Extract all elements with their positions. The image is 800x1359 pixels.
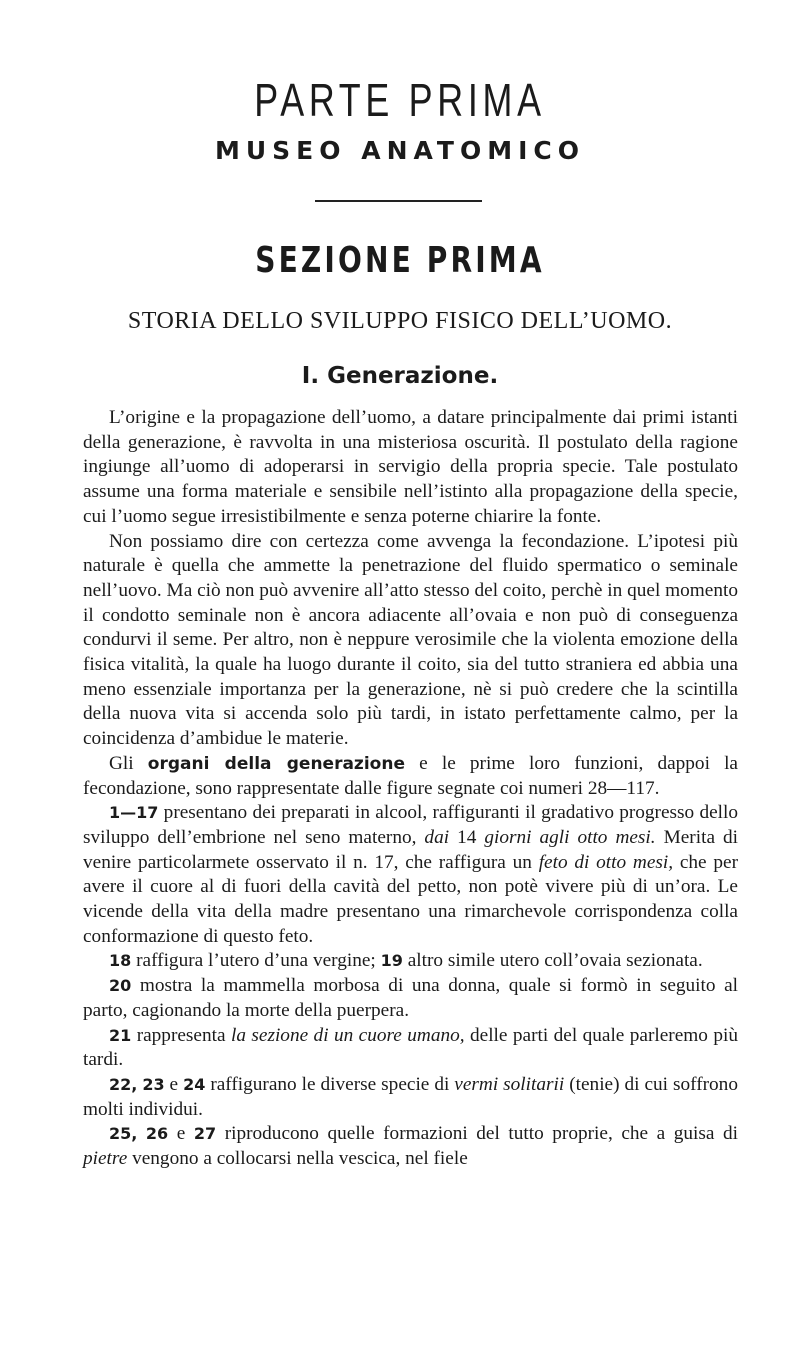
text-span: altro simile utero coll’ovaia sezionata. — [407, 950, 703, 972]
italic-span: pietre — [83, 1148, 128, 1170]
paragraph: L’origine e la propagazione dell’uomo, a datare principalmente dai primi istanti della generazione, è ravvolta in una misteriosa oscurità. Il postulato della ragione ingiunge all’uomo di adoperarsi in servigio della propria specie. Tale postulato assume una forma materiale e sensibile nell’istinto alla propagazione della specie, cui l’uomo segue irresistibilmente e senza poterne chiarire la fonte. — [83, 407, 738, 527]
text-span: Gli — [109, 752, 134, 774]
text-span: e — [176, 1123, 186, 1145]
text-span: delle parti del quale parleremo più tardi. — [83, 1024, 738, 1071]
figure-number: 26 — [145, 1124, 169, 1144]
italic-span: feto di otto mesi, — [538, 851, 674, 873]
figure-number: 25, — [109, 1124, 138, 1144]
figure-number: 27 — [193, 1124, 217, 1144]
text-span: che per avere il cuore al di fuori della cavità del petto, non potè vivere più di un’ora. Le vicende della vita della madre presentano una rimarchevole corrispondenza colla conformazione di questo feto. — [83, 851, 739, 947]
section-title: SEZIONE PRIMA — [255, 240, 545, 281]
chapter-title: I. Generazione. — [301, 363, 499, 389]
figure-number: 24 — [183, 1074, 206, 1094]
figure-number: 20 — [109, 976, 132, 996]
figure-number: 21 — [109, 1025, 132, 1045]
museum-title: MUSEO ANATOMICO — [215, 136, 585, 165]
italic-span: giorni agli otto mesi. — [484, 826, 656, 848]
paragraph — [83, 752, 738, 801]
body-text — [83, 406, 738, 1172]
text-span: rappresenta — [136, 1024, 226, 1046]
part-title: PARTE PRIMA — [254, 74, 546, 126]
figure-number: 18 — [109, 951, 132, 971]
paragraph — [83, 1024, 738, 1073]
paragraph — [83, 1073, 738, 1122]
figure-number: 1—17 — [109, 803, 159, 823]
text-span: e — [169, 1073, 179, 1095]
paragraph — [83, 1122, 738, 1171]
text-span: 14 — [457, 826, 477, 848]
figure-number: 22, — [109, 1074, 138, 1094]
text-span: raffigurano le diverse specie di — [210, 1073, 450, 1095]
text-span: riproducono quelle formazioni del tutto proprie, che a guisa di — [224, 1123, 739, 1145]
divider-rule — [315, 200, 482, 202]
text-span: (tenie) di cui soffrono molti individui. — [83, 1073, 738, 1120]
paragraph — [83, 801, 738, 949]
text-span: e le prime loro funzioni, dappoi la fecondazione, sono rappresentate dalle figure segnate coi numeri 28—117. — [83, 752, 738, 799]
italic-span: dai — [424, 826, 450, 848]
text-span: presentano dei preparati in alcool, raffiguranti il gradativo progresso dello sviluppo dell’embrione nel seno materno, — [83, 802, 738, 848]
italic-span: vermi solitarii — [454, 1073, 565, 1095]
text-span: Merita di venire particolarmete osservato il n. 17, che raffigura un — [83, 826, 738, 873]
bold-term: organi della generazione — [147, 753, 405, 774]
paragraph: Non possiamo dire con certezza come avvenga la fecondazione. L’ipotesi più naturale è quella che ammette la penetrazione del fluido spermatico o seminale nell’uovo. Ma ciò non può avvenire all’atto stesso del coito, perchè in quel momento il condotto seminale non è ancora adiacente all’ovaia e non può di conseguenza condurvi il seme. Per altro, non è neppure verosimile che la violenta emozione della fisica vitalità, la quale ha luogo durante il coito, sia del tutto straniera ed abbia una meno essenziale importanza per la generazione, nè si può credere che la scintilla della nuova vita si accenda solo più tardi, in istato perfettamente calmo, per la coincidenza d’ambidue le materie. — [83, 530, 738, 750]
italic-span: la sezione di un cuore umano, — [230, 1024, 465, 1046]
text-span: mostra la mammella morbosa di una donna, quale si formò in seguito al parto, cagionando la morte della puerpera. — [83, 975, 738, 1021]
section-subtitle: STORIA DELLO SVILUPPO FISICO DELL’UOMO. — [127, 308, 673, 334]
figure-number: 19 — [380, 951, 403, 971]
paragraph — [83, 974, 738, 1023]
figure-number: 23 — [142, 1074, 165, 1094]
text-span: raffigura l’utero d’una vergine; — [136, 950, 376, 972]
paragraph — [83, 949, 738, 974]
text-span: vengono a collocarsi nella vescica, nel fiele — [132, 1148, 468, 1170]
